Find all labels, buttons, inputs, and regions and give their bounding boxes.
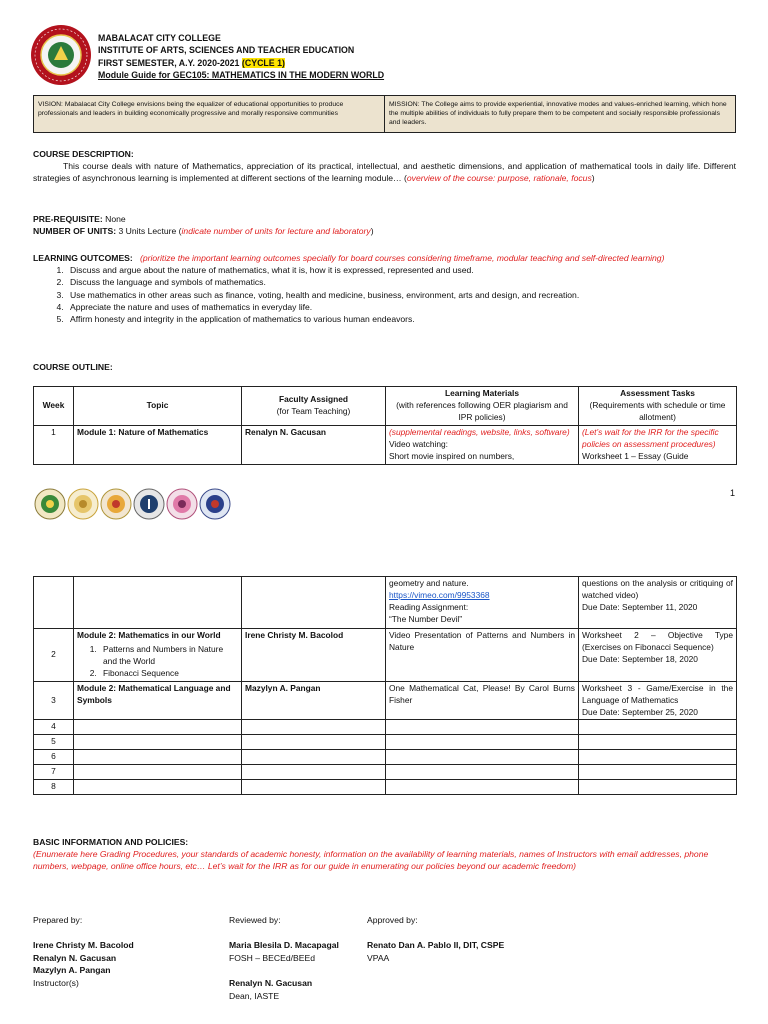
table-row: 5 [34,735,737,750]
logo-2-icon [67,488,99,520]
course-description-label: COURSE DESCRIPTION: [33,149,134,159]
reviewed-by: Reviewed by: Maria Blesila D. Macapagal FOSH – BECEd/BEEd Renalyn N. Gacusan Dean, IASTE [229,915,339,1001]
list-item: 2. Discuss the language and symbols of mathematics. [66,276,736,288]
list-item: 1. Discuss and argue about the nature of mathematics, what it is, how it is expressed, represented and used. [66,264,736,276]
basic-information-note: (Enumerate here Grading Procedures, your standards of academic honesty, information on the availability of learning materials, names of Instructors with email addresses, phone numbers, webpage, online office hours, etc… Let’s wait for the IRR as for our guide in enumerating our policies beyond our academic freedom) [33,849,709,872]
logo-6-icon [199,488,231,520]
table-row: 3 Module 2: Mathematical Language and Symbols Mazylyn A. Pangan One Mathematical Cat, Please! By Carol Burns Fisher Worksheet 3 - Game/Exercise in the Language of Mathematics Due Date: September 25, 2020 [34,681,737,720]
prepared-by: Prepared by: Irene Christy M. Bacolod Renalyn N. Gacusan Mazylyn A. Pangan Instructor(s) [33,915,134,988]
learning-outcomes [33,252,736,325]
table-header-row [34,387,737,426]
list-item: 1. Patterns and Numbers in Nature and the World [99,644,238,668]
basic-information-label: BASIC INFORMATION AND POLICIES: [33,837,189,847]
logo-4-icon [133,488,165,520]
list-item: 3. Use mathematics in other areas such as finance, voting, health and medicine, business, environment, arts and design, and recreation. [66,289,736,301]
col-materials: Learning Materials (with references following OER plagiarism and IPR policies) [386,387,579,426]
list-item: 2. Fibonacci Sequence [99,668,238,680]
list-item: 5. Affirm honesty and integrity in the application of mathematics to various human endeavors. [66,313,736,325]
prerequisite-line: PRE-REQUISITE: None [33,214,126,224]
accreditation-logos [34,488,231,528]
module-guide-title: Module Guide for GEC105: MATHEMATICS IN THE MODERN WORLD [98,70,385,81]
table-row: 4 [34,720,737,735]
col-faculty: Faculty Assigned (for Team Teaching) [242,387,386,426]
logo-5-icon [166,488,198,520]
basic-information [33,836,736,873]
college-name: MABALACAT CITY COLLEGE [98,33,221,43]
table-row: 7 [34,765,737,780]
learning-outcomes-list [66,264,736,325]
table-row: 8 [34,780,737,795]
col-week: Week [34,387,74,426]
course-description-text: This course deals with nature of Mathematics, appreciation of its practical, intellectual, and aesthetic dimensions, and application of mathematical tools in daily life. Different strategies of asynchronous learning is implemented at different sections of the learning module… (overview of the course: purpose, rationale, focus) [33,161,736,184]
learning-outcomes-heading: LEARNING OUTCOMES: (prioritize the important learning outcomes specially for board courses considering timeframe, modular teaching and self-directed learning) [33,253,665,263]
list-item: 4. Appreciate the nature and uses of mathematics in everyday life. [66,301,736,313]
mission-text: MISSION: The College aims to provide experiential, innovative modes and values-enriched learning, which hone the multiple abilities of individuals to fully prepare them to be competent and socially responsible professionals and leaders. [384,96,735,132]
col-topic: Topic [74,387,242,426]
approved-by: Approved by: Renato Dan A. Pablo II, DIT, CSPE VPAA [367,915,505,963]
semester-line: FIRST SEMESTER, A.Y. 2020-2021 (CYCLE 1) [98,57,285,68]
logo-1-icon [34,488,66,520]
institute-name: INSTITUTE OF ARTS, SCIENCES AND TEACHER EDUCATION [98,45,355,56]
vision-text: VISION: Mabalacat City College envisions being the equalizer of educational opportunities to produce professionals and leaders in building economically progressive and morally responsive communities [38,101,344,118]
cycle-highlight: (CYCLE 1) [241,57,285,68]
table-row: 6 [34,750,737,765]
document-header [30,24,740,94]
college-seal-icon [30,24,92,86]
course-outline-table-part1 [33,386,736,465]
table-row: geometry and nature. https://vimeo.com/9953368 Reading Assignment: “The Number Devil” questions on the analysis or critiquing of watched video) Due Date: September 11, 2020 [34,577,737,629]
course-outline-table-part2 [33,576,736,795]
table-row: 2 Module 2: Mathematics in our World 1. Patterns and Numbers in Nature and the World 2. Fibonacci Sequence Irene Christy M. Bacolod Video Presentation of Patterns and Numbers in Nature Worksheet 2 – Objective Type (Exercises on Fibonacci Sequence) Due Date: September 18, 2020 [34,629,737,682]
units-line: NUMBER OF UNITS: 3 Units Lecture (indicate number of units for lecture and laboratory) [33,226,374,237]
vimeo-link[interactable]: https://vimeo.com/9953368 [389,589,490,600]
course-outline-label: COURSE OUTLINE: [33,362,113,372]
prerequisite-units [33,213,736,237]
course-description [33,148,736,185]
logo-3-icon [100,488,132,520]
table-row: 1 Module 1: Nature of Mathematics Renalyn N. Gacusan (supplemental readings, website, links, software) Video watching: Short movie inspired on numbers, (Let’s wait for the IRR for the specific policies on assessment procedures) Worksheet 1 – Essay (Guide [34,425,737,464]
col-assessment: Assessment Tasks (Requirements with schedule or time allotment) [579,387,737,426]
vision-mission-box [33,95,736,133]
page-number: 1 [730,488,736,498]
